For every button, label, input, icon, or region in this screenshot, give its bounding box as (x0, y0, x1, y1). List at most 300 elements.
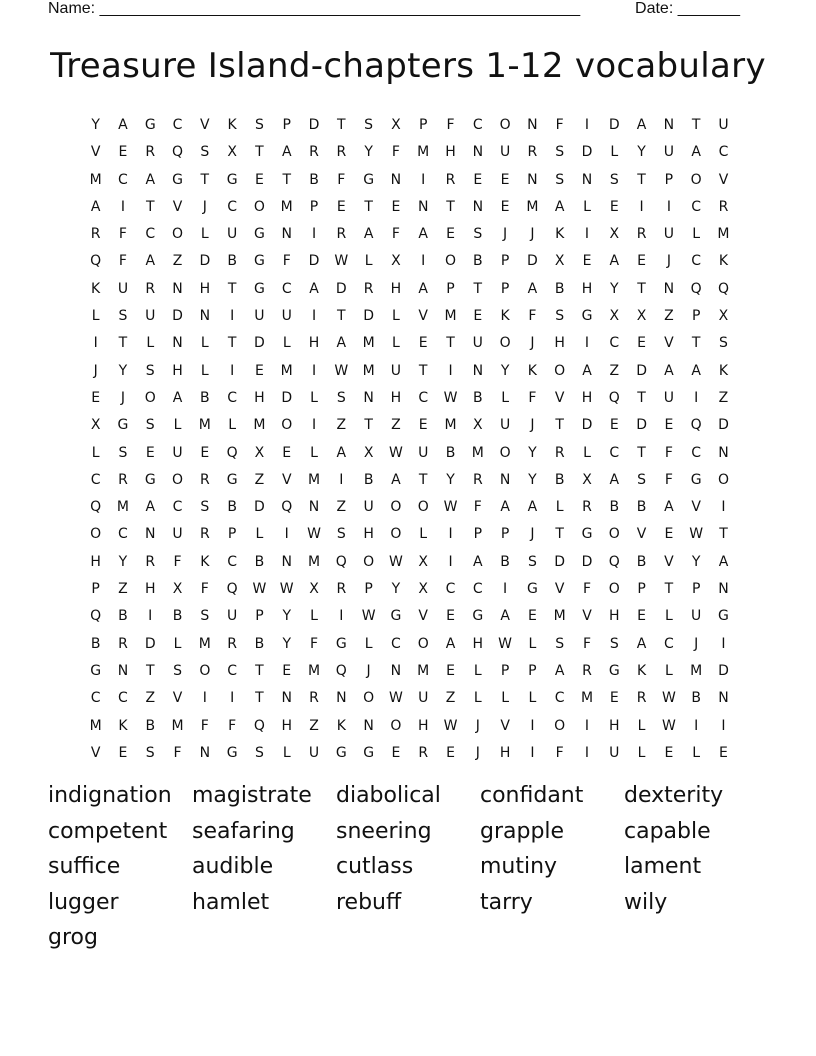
grid-letter: E (473, 171, 483, 188)
grid-letter: X (473, 417, 483, 434)
grid-letter: L (692, 744, 701, 761)
grid-letter: P (282, 117, 291, 133)
grid-letter: I (721, 635, 726, 652)
grid-letter: O (690, 171, 702, 188)
grid-letter: A (554, 198, 565, 215)
grid-row (82, 412, 742, 439)
grid-letter: W (498, 635, 513, 652)
grid-letter: W (388, 690, 403, 707)
grid-letter: V (664, 553, 674, 570)
grid-letter: L (173, 635, 182, 652)
grid-letter: N (172, 280, 183, 297)
grid-letter: T (337, 117, 346, 133)
grid-letter: U (172, 526, 183, 543)
grid-row (82, 494, 742, 521)
grid-letter: K (336, 717, 346, 734)
grid-letter: S (336, 526, 346, 543)
grid-letter: Q (281, 499, 293, 516)
grid-letter: F (337, 171, 346, 188)
grid-letter: I (448, 362, 453, 379)
grid-letter: B (554, 471, 565, 488)
grid-row (82, 221, 742, 248)
grid-letter: V (664, 335, 674, 352)
grid-letter: T (691, 117, 701, 133)
grid-letter: Y (610, 280, 619, 297)
grid-letter: H (281, 717, 292, 734)
grid-letter: V (554, 389, 565, 406)
grid-letter: F (473, 499, 482, 516)
grid-letter: I (694, 717, 699, 734)
grid-row (82, 521, 742, 548)
grid-letter: R (118, 471, 128, 488)
grid-letter: S (254, 744, 264, 761)
grid-letter: F (664, 471, 673, 488)
grid-letter: Z (254, 471, 265, 488)
grid-letter: C (418, 389, 429, 406)
grid-letter: O (363, 553, 375, 570)
grid-letter: S (637, 471, 647, 488)
grid-letter: O (417, 635, 429, 652)
grid-letter: N (581, 171, 593, 188)
grid-letter: R (227, 635, 237, 652)
grid-letter: R (199, 526, 210, 543)
grid-letter: L (146, 335, 155, 352)
grid-letter: R (336, 144, 347, 161)
grid-letter: S (145, 362, 155, 379)
grid-letter: A (636, 117, 647, 133)
word-list-item: seafaring (192, 818, 295, 844)
grid-letter: H (390, 389, 402, 406)
grid-letter: A (636, 635, 647, 652)
grid-letter: I (311, 362, 317, 379)
grid-letter: V (582, 608, 592, 625)
grid-letter: B (691, 690, 701, 707)
grid-letter: N (527, 171, 538, 188)
grid-letter: A (718, 553, 729, 570)
grid-letter: B (636, 553, 647, 570)
grid-letter: K (200, 553, 210, 570)
grid-letter: L (501, 690, 509, 707)
grid-letter: B (609, 499, 620, 516)
grid-row (82, 112, 742, 139)
grid-letter: R (472, 471, 483, 488)
grid-letter: T (664, 581, 674, 598)
grid-letter: Z (336, 499, 347, 516)
grid-letter: F (118, 253, 127, 270)
grid-letter: P (691, 581, 701, 598)
grid-letter: E (145, 444, 155, 461)
grid-letter: Y (282, 608, 291, 625)
grid-letter: D (308, 253, 320, 270)
word-list-item: indignation (48, 783, 172, 808)
grid-letter: C (281, 280, 292, 297)
grid-letter: O (499, 335, 511, 352)
grid-letter: O (390, 526, 402, 543)
grid-letter: H (609, 608, 620, 625)
grid-letter: G (117, 417, 129, 434)
grid-letter: O (390, 717, 402, 734)
word-list-item: sneering (336, 818, 432, 844)
grid-letter: T (446, 335, 455, 352)
grid-letter: J (366, 662, 371, 679)
grid-letter: V (554, 581, 565, 598)
grid-letter: M (553, 608, 566, 625)
grid-letter: H (581, 280, 593, 297)
grid-row (82, 303, 742, 330)
grid-letter: L (392, 308, 400, 325)
grid-letter: M (89, 171, 102, 188)
grid-letter: J (530, 417, 535, 434)
grid-letter: S (719, 335, 728, 352)
grid-letter: A (172, 389, 183, 406)
grid-row (82, 740, 742, 767)
grid-letter: F (555, 744, 564, 761)
grid-letter: A (363, 226, 374, 243)
word-list (48, 778, 768, 956)
grid-row (82, 330, 742, 357)
grid-letter: U (145, 308, 156, 325)
grid-letter: C (609, 444, 620, 461)
grid-letter: A (309, 280, 319, 297)
grid-letter: N (308, 499, 320, 516)
grid-letter: T (637, 171, 646, 188)
word-list-item: cutlass (336, 854, 414, 879)
grid-letter: M (444, 417, 457, 434)
grid-letter: I (120, 198, 126, 215)
grid-letter: D (581, 553, 593, 570)
word-list-item: lament (624, 854, 702, 879)
grid-letter: F (200, 717, 209, 734)
grid-letter: T (255, 662, 264, 679)
grid-letter: P (473, 526, 483, 543)
grid-letter: R (199, 471, 210, 488)
grid-letter: C (227, 198, 238, 215)
grid-letter: E (609, 417, 619, 434)
grid-letter: I (230, 690, 235, 707)
grid-letter: G (390, 608, 402, 625)
grid-letter: Y (691, 553, 701, 570)
grid-letter: C (227, 389, 238, 406)
grid-letter: G (363, 744, 375, 761)
grid-letter: I (503, 581, 508, 598)
grid-letter: O (717, 471, 729, 488)
grid-letter: M (307, 471, 321, 488)
grid-letter: U (254, 308, 265, 325)
grid-letter: U (363, 499, 374, 516)
grid-letter: U (418, 444, 429, 461)
grid-letter: U (418, 690, 429, 707)
grid-letter: L (255, 526, 264, 543)
grid-letter: X (418, 553, 428, 570)
grid-letter: Q (608, 389, 620, 406)
grid-row (82, 467, 742, 494)
grid-letter: R (636, 226, 647, 243)
grid-letter: E (446, 662, 455, 679)
grid-letter: G (335, 744, 347, 761)
grid-letter: C (227, 553, 238, 570)
grid-letter: N (281, 690, 292, 707)
grid-letter: O (253, 198, 265, 215)
grid-letter: U (172, 444, 183, 461)
grid-letter: X (254, 444, 265, 461)
grid-row (82, 576, 742, 603)
date-field[interactable]: Date: _______ (635, 0, 740, 17)
word-list-item: diabolical (336, 783, 441, 808)
grid-letter: J (694, 635, 699, 652)
grid-letter: C (691, 253, 702, 270)
grid-letter: M (362, 362, 375, 379)
grid-letter: D (144, 635, 156, 652)
grid-letter: H (254, 389, 265, 406)
grid-letter: Y (118, 362, 128, 379)
grid-letter: Q (90, 253, 102, 270)
grid-letter: W (334, 362, 349, 379)
grid-letter: I (311, 308, 317, 325)
grid-letter: C (90, 690, 101, 707)
grid-letter: A (336, 444, 347, 461)
grid-letter: E (391, 744, 401, 761)
grid-letter: L (364, 253, 373, 270)
grid-row (82, 358, 742, 385)
grid-letter: V (172, 690, 183, 707)
grid-letter: B (227, 499, 237, 516)
grid-letter: B (636, 499, 647, 516)
grid-letter: V (691, 499, 701, 516)
grid-letter: D (199, 253, 211, 270)
grid-letter: O (363, 690, 375, 707)
grid-letter: E (418, 335, 428, 352)
grid-row (82, 139, 742, 166)
grid-letter: A (336, 335, 347, 352)
grid-letter: A (691, 144, 701, 161)
grid-letter: A (664, 499, 674, 516)
grid-letter: Y (528, 471, 537, 488)
grid-letter: T (719, 526, 728, 543)
grid-letter: G (690, 471, 702, 488)
grid-letter: W (334, 253, 349, 270)
grid-letter: H (308, 335, 320, 352)
word-list-item: audible (192, 854, 274, 879)
grid-letter: C (118, 526, 128, 543)
grid-letter: R (145, 144, 156, 161)
word-list-item: grapple (480, 818, 565, 844)
grid-letter: N (145, 526, 156, 543)
word-list-item: lugger (48, 889, 119, 915)
grid-letter: B (254, 635, 265, 652)
grid-letter: A (90, 198, 101, 215)
grid-letter: N (199, 308, 211, 325)
grid-letter: L (364, 635, 373, 652)
grid-letter: T (227, 280, 237, 297)
grid-letter: P (500, 280, 510, 297)
word-list-item: competent (48, 818, 168, 844)
grid-letter: N (472, 144, 484, 161)
grid-letter: A (118, 117, 128, 133)
word-list-item: confidant (480, 783, 584, 808)
grid-letter: C (554, 690, 565, 707)
grid-letter: O (390, 499, 402, 516)
word-list-item: capable (624, 818, 711, 844)
grid-letter: U (390, 362, 402, 379)
grid-letter: P (500, 253, 510, 270)
grid-letter: I (284, 526, 289, 543)
grid-letter: V (281, 471, 292, 488)
grid-letter: F (555, 117, 564, 133)
grid-letter: D (363, 308, 374, 325)
grid-letter: E (473, 308, 483, 325)
grid-letter: I (311, 226, 317, 243)
grid-letter: E (118, 144, 128, 161)
word-list-item: grog (48, 925, 98, 950)
grid-letter: E (336, 198, 346, 215)
grid-letter: P (364, 581, 373, 598)
grid-letter: U (691, 608, 702, 625)
grid-letter: X (309, 581, 319, 598)
grid-letter: I (666, 198, 671, 215)
grid-letter: D (554, 553, 566, 570)
grid-letter: P (91, 581, 100, 598)
grid-letter: P (255, 608, 264, 625)
grid-letter: H (417, 717, 429, 734)
grid-letter: X (582, 471, 592, 488)
grid-letter: K (718, 253, 729, 270)
grid-letter: G (363, 171, 375, 188)
grid-letter: U (227, 226, 238, 243)
grid-letter: C (118, 171, 128, 188)
grid-letter: D (718, 417, 729, 434)
word-list-item: rebuff (336, 889, 402, 915)
grid-letter: P (691, 308, 701, 325)
grid-letter: L (173, 417, 182, 434)
grid-letter: X (554, 253, 565, 270)
grid-letter: T (337, 308, 346, 325)
grid-letter: V (418, 308, 428, 325)
grid-letter: I (721, 499, 726, 516)
grid-letter: M (471, 444, 484, 461)
grid-letter: W (661, 690, 676, 707)
grid-letter: R (418, 744, 429, 761)
grid-letter: K (636, 662, 647, 679)
word-list-item: suffice (48, 854, 121, 879)
name-field[interactable]: Name: ______________________________________________________ (48, 0, 581, 17)
grid-letter: H (609, 717, 620, 734)
grid-letter: H (499, 744, 511, 761)
grid-letter: A (145, 253, 156, 270)
grid-letter: T (446, 198, 455, 215)
grid-letter: N (390, 662, 402, 679)
grid-letter: F (664, 444, 673, 461)
grid-letter: W (689, 526, 704, 543)
grid-letter: T (418, 362, 428, 379)
grid-letter: A (582, 362, 592, 379)
grid-letter: M (280, 362, 293, 379)
grid-letter: N (472, 362, 484, 379)
grid-letter: D (308, 117, 320, 133)
grid-letter: O (417, 499, 429, 516)
grid-letter: N (199, 744, 211, 761)
grid-letter: M (198, 417, 211, 434)
grid-letter: E (664, 417, 674, 434)
grid-letter: L (555, 499, 564, 516)
grid-letter: Z (172, 253, 183, 270)
grid-letter: A (391, 471, 401, 488)
grid-letter: A (418, 280, 428, 297)
grid-letter: Z (145, 690, 156, 707)
grid-letter: Y (364, 144, 373, 161)
grid-letter: T (255, 690, 264, 707)
grid-letter: L (91, 444, 100, 461)
grid-letter: S (118, 308, 128, 325)
grid-letter: Z (718, 389, 729, 406)
grid-letter: N (117, 662, 129, 679)
grid-letter: I (639, 198, 644, 215)
grid-letter: I (584, 335, 590, 352)
grid-letter: C (663, 635, 674, 652)
grid-letter: K (555, 226, 565, 243)
grid-letter: I (202, 690, 207, 707)
grid-letter: T (418, 471, 428, 488)
grid-letter: Y (91, 117, 100, 133)
grid-letter: B (554, 280, 565, 297)
grid-letter: Q (335, 553, 347, 570)
grid-letter: W (388, 444, 403, 461)
grid-letter: A (445, 635, 456, 652)
grid-letter: L (310, 608, 318, 625)
grid-letter: E (500, 171, 510, 188)
grid-letter: L (310, 444, 318, 461)
grid-letter: M (116, 499, 129, 516)
grid-letter: D (527, 253, 538, 270)
grid-letter: M (444, 308, 457, 325)
grid-letter: H (90, 553, 101, 570)
grid-letter: O (281, 417, 293, 434)
grid-letter: O (499, 444, 511, 461)
grid-letter: J (475, 717, 480, 734)
grid-letter: G (526, 581, 538, 598)
grid-letter: I (230, 362, 235, 379)
grid-letter: L (419, 526, 428, 543)
grid-letter: M (307, 553, 321, 570)
grid-letter: H (554, 335, 565, 352)
grid-letter: M (362, 335, 375, 352)
grid-letter: H (445, 144, 456, 161)
grid-letter: I (148, 608, 153, 625)
grid-letter: A (473, 553, 483, 570)
grid-letter: N (663, 280, 675, 297)
grid-letter: L (528, 635, 537, 652)
grid-letter: T (200, 171, 210, 188)
header (48, 0, 740, 20)
grid-letter: Y (637, 144, 646, 161)
grid-letter: T (555, 417, 564, 434)
grid-letter: P (528, 662, 537, 679)
grid-letter: J (666, 253, 671, 270)
grid-letter: T (364, 417, 373, 434)
grid-row (82, 385, 742, 412)
grid-letter: D (254, 499, 265, 516)
grid-letter: H (199, 280, 211, 297)
grid-letter: B (473, 389, 483, 406)
grid-letter: X (391, 117, 401, 133)
grid-letter: F (282, 253, 291, 270)
grid-letter: G (226, 171, 238, 188)
grid-letter: R (527, 144, 538, 161)
grid-letter: I (230, 308, 235, 325)
grid-letter: X (718, 308, 729, 325)
grid-letter: O (90, 526, 102, 543)
grid-letter: S (145, 417, 155, 434)
grid-letter: U (718, 117, 729, 133)
